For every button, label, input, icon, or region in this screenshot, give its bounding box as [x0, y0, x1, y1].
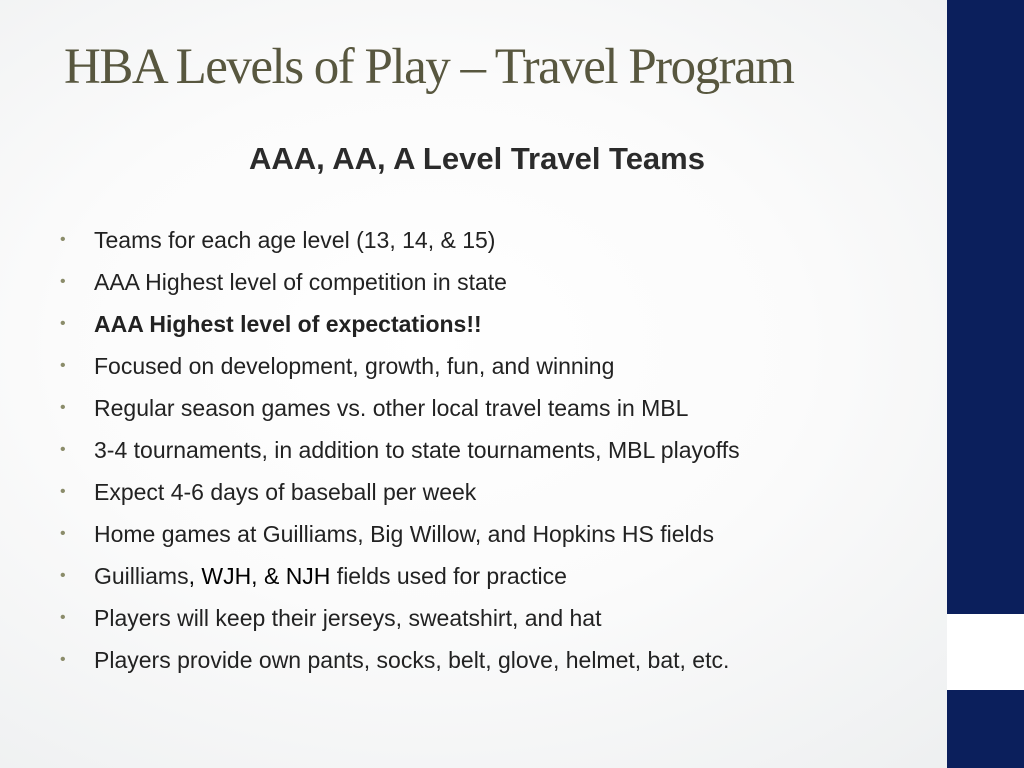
bullet-item: [60, 345, 940, 387]
bullet-text: AAA Highest level of expectations!!: [94, 311, 482, 337]
bullet-icon: •: [60, 399, 66, 416]
bullet-text: Players provide own pants, socks, belt, glove, helmet, bat, etc.: [94, 647, 730, 673]
bullet-icon: •: [60, 525, 66, 542]
bullet-item: [60, 261, 940, 303]
bullet-item: [60, 429, 940, 471]
bullet-icon: •: [60, 483, 66, 500]
bullet-text-fields: , WJH, & NJH: [188, 563, 331, 589]
bullet-icon: •: [60, 609, 66, 626]
bullet-icon: •: [60, 441, 66, 458]
bullet-item: [60, 639, 940, 681]
bullet-icon: •: [60, 273, 66, 290]
bullet-text: Focused on development, growth, fun, and winning: [94, 353, 615, 379]
bullet-text: [94, 555, 567, 597]
bullet-item: [60, 471, 940, 513]
slide-subtitle: AAA, AA, A Level Travel Teams: [249, 141, 705, 176]
bullet-list: [60, 219, 940, 681]
bullet-icon: •: [60, 357, 66, 374]
bullet-text: Regular season games vs. other local travel teams in MBL: [94, 395, 689, 421]
bullet-icon: •: [60, 315, 66, 332]
bullet-item: [60, 513, 940, 555]
bullet-text: 3-4 tournaments, in addition to state tournaments, MBL playoffs: [94, 437, 740, 463]
slide-title: HBA Levels of Play – Travel Program: [64, 39, 794, 95]
bullet-text: Expect 4-6 days of baseball per week: [94, 479, 477, 505]
bullet-icon: •: [60, 651, 66, 668]
bullet-icon: •: [60, 567, 66, 584]
bullet-item: [60, 555, 940, 597]
bullet-icon: •: [60, 231, 66, 248]
bullet-item: [60, 387, 940, 429]
bullet-text: AAA Highest level of competition in state: [94, 269, 507, 295]
bullet-item: [60, 303, 940, 345]
bullet-text-end: fields used for practice: [330, 563, 567, 589]
bullet-item: [60, 597, 940, 639]
bullet-text-start: Guilliams: [94, 563, 189, 589]
side-band-gap: [947, 614, 1024, 690]
bullet-text: Players will keep their jerseys, sweatshirt, and hat: [94, 605, 602, 631]
bullet-text: Home games at Guilliams, Big Willow, and Hopkins HS fields: [94, 521, 714, 547]
bullet-item: [60, 219, 940, 261]
bullet-text: Teams for each age level (13, 14, & 15): [94, 227, 496, 253]
